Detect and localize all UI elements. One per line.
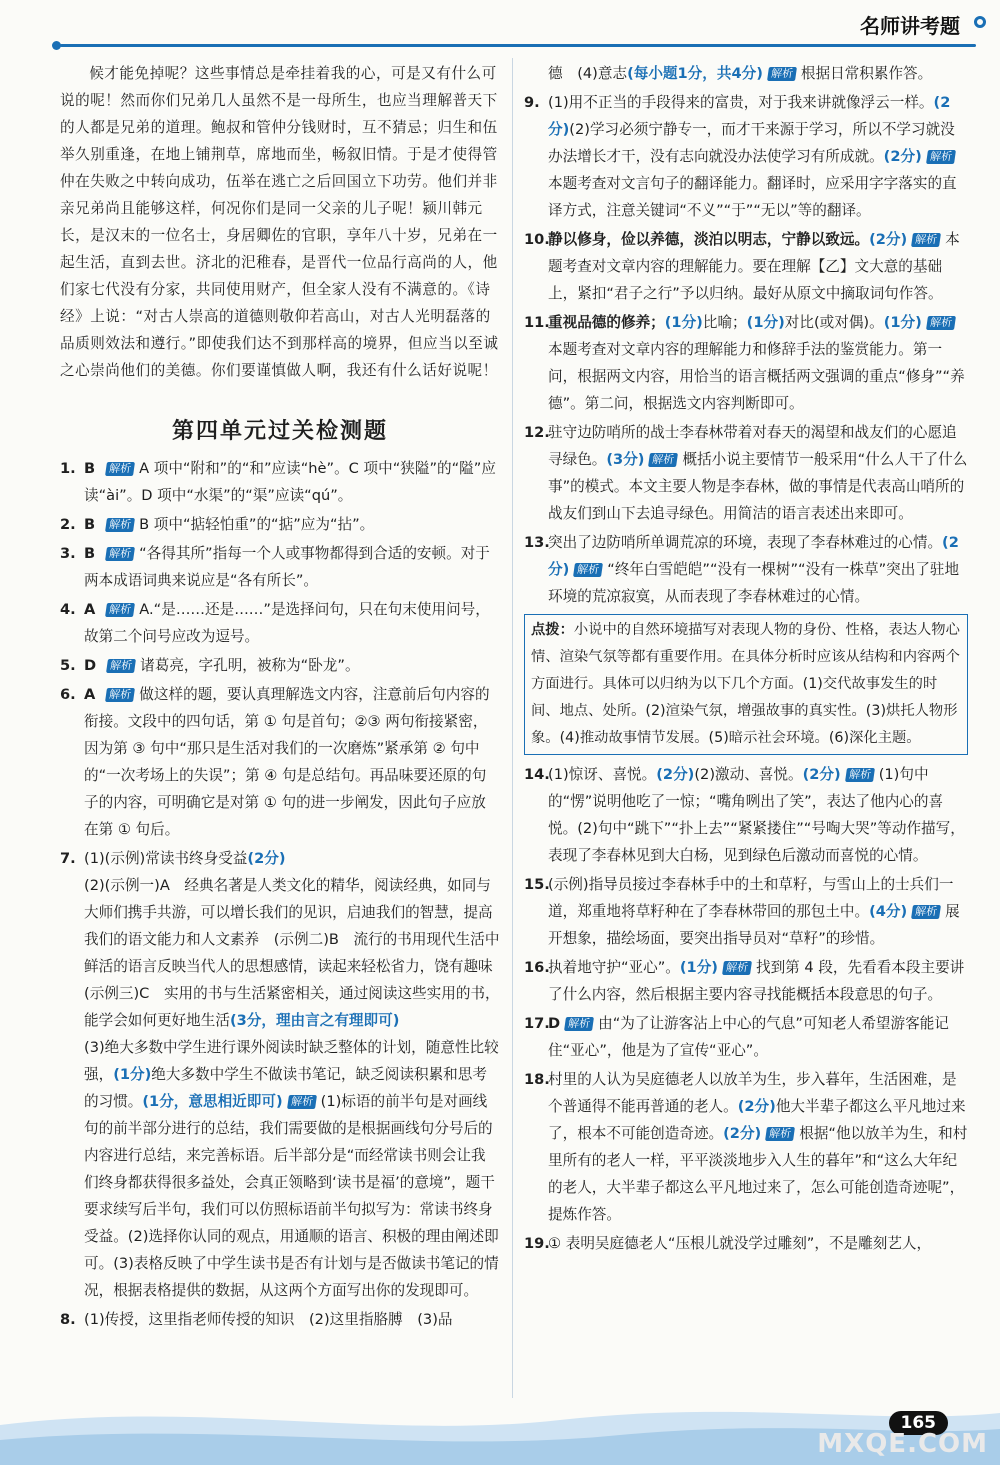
tip-label: 点拨： [531, 622, 574, 638]
answer-item [60, 540, 500, 594]
analysis-tag: 解析 [722, 961, 752, 975]
left-column [60, 60, 508, 1335]
analysis-tag: 解析 [926, 150, 956, 164]
item7-part1: (1)(示例)常读书终身受益 [84, 850, 248, 867]
answer-text: 本题考查对文章内容的理解能力和修辞手法的鉴赏能力。第一问，根据两文内容，用恰当的语言概括两文强调的重点“修身”“养德”。第二问，根据选文内容判断即可。 [548, 341, 965, 412]
analysis-tag: 解析 [573, 563, 603, 577]
answer-list-right [524, 89, 968, 610]
item-number: 8. [60, 1311, 76, 1328]
analysis-tag: 解析 [105, 688, 135, 702]
answer-text: 重视品德的修养； [548, 314, 665, 331]
translation-paragraph: 候才能免掉呢？这些事情总是牵挂着我的心，可是又有什么可说的呢！然而你们兄弟几人虽然不是一母所生，也应当理解普天下的人都是兄弟的道理。鲍叔和管仲分钱财时，互不猜忌；归生和伍举久别重逢，在地上铺荆草，席地而坐，畅叙旧情。于是才使得管仲在失败之中转向成功，伍举在逃亡之后回国立下功劳。他们并非亲兄弟尚且能够这样，何况你们是同一父亲的儿子呢！颍川韩元长，是汉末的一位名士，身居卿佐的官职，享年八十岁，兄弟在一起生活，直到去世。济北的汜稚春，是晋代一位品行高尚的人，他们家七代没有分家，共同使用财产，但全家人没有不满意的。《诗经》上说：“对古人崇高的道德则敬仰若高山，对古人光明磊落的品质则效法和遵行。”即使我们达不到那样高的境界，但应当以至诚之心崇尚他们的美德。你们要谨慎做人啊，我还有什么话好说呢！ [60, 65, 499, 379]
answer-item [60, 455, 500, 509]
answer-item [60, 511, 500, 538]
score-label: (2分) [656, 766, 695, 783]
answer-item [60, 681, 500, 843]
analysis-tag: 解析 [106, 659, 136, 673]
answer-text: 根据“他以放羊为生，和村里所有的老人一样，平平淡淡地步入人生的暮年”和“这么大年纪的老人，大半辈子都这么平凡地过来了，怎么可能创造奇迹呢”，提炼作答。 [548, 1125, 968, 1223]
answer-item-7 [60, 845, 508, 1304]
tip-text: 小说中的自然环境描写对表现人物的身份、性格，表达人物心情、渲染气氛等都有重要作用。在具体分析时应该从结构和内容两个方面进行。具体可以归纳为以下几个方面。(1)交代故事发生的时间、地点、处所。(2)渲染气氛，增强故事的真实性。(3)烘托人物形象。(4)推动故事情节发展。(5)暗示社会环境。(6)深化主题。 [531, 622, 960, 746]
column-divider [512, 58, 513, 1398]
item-number: 2. [60, 516, 76, 533]
score-label: (2分) [247, 850, 286, 867]
answer-item [524, 954, 968, 1008]
answer-text: 由“为了让游客沾上中心的气息”可知老人希望游客能记住“亚心”，他是为了宣传“亚心”。 [548, 1015, 949, 1059]
section-title: 第四单元过关检测题 [171, 419, 388, 444]
analysis-tag: 解析 [765, 1127, 795, 1141]
answer-item [524, 226, 968, 307]
answer-text: 比喻； [702, 314, 747, 331]
analysis-tag: 解析 [911, 233, 941, 247]
score-label: (1分) [113, 1066, 152, 1083]
answer-item-8-cont [524, 60, 968, 87]
score-label: (2分) [883, 148, 922, 165]
item-number: 13. [524, 534, 550, 551]
analysis-text: 做这样的题，要认真理解选文内容，注意前后句内容的衔接。文段中的四句话，第 ① 句是首句；②③ 两句衔接紧密，因为第 ③ 句中“那只是生活对我们的一次磨炼”紧承第 ② 句中的“一次考场上的失误”；第 ④ 句是总结句。再品味要还原的句子的内容，可明确它是对第 ① 句的进一步阐发，因此句子应放在第 ① 句后。 [84, 686, 490, 838]
item-number: 10. [524, 231, 550, 248]
item-number: 14. [524, 766, 550, 783]
score-label: (1分) [746, 314, 785, 331]
item8-cont-text: 德 (4)意志 [548, 65, 628, 82]
item8-text: (1)传授，这里指老师传授的知识 (2)这里指胳膊 (3)品 [84, 1311, 453, 1328]
answer-choice: B [84, 545, 96, 562]
item-number: 15. [524, 876, 550, 893]
answer-text: 展开想象，描绘场面，要突出指导员对“草籽”的珍惜。 [548, 903, 960, 947]
answer-item [524, 761, 968, 869]
score-label: (2分) [869, 231, 908, 248]
analysis-text: B 项中“掂轻怕重”的“掂”应为“拈”。 [139, 516, 375, 533]
answer-text: (示例)指导员接过李春林手中的土和草籽，与雪山上的士兵们一道，郑重地将草籽种在了李春林带回的那包土中。 [548, 876, 954, 920]
answer-text: 对比(或对偶)。 [784, 314, 884, 331]
item-number: 16. [524, 959, 550, 976]
brand-title: 名师讲考题 [860, 14, 960, 38]
answer-list-left [60, 455, 500, 843]
header-rule [60, 44, 976, 47]
analysis-tag: 解析 [105, 547, 135, 561]
answer-text: “终年白雪皑皑”“没有一棵树”“没有一株草”突出了驻地环境的荒凉寂寞，从而表现了李春林难过的心情。 [548, 561, 960, 605]
item-number: 18. [524, 1071, 550, 1088]
score-label: (1分) [679, 959, 718, 976]
answer-list-right-2 [524, 761, 968, 1257]
answer-text: D [548, 1015, 561, 1032]
answer-item [60, 596, 500, 650]
item-number: 12. [524, 424, 550, 441]
analysis-text: “各得其所”指每一个人或事物都得到合适的安顿。对于两本成语词典来说应是“各有所长”。 [84, 545, 490, 589]
answer-item [60, 652, 500, 679]
score-label: (2分) [723, 1125, 762, 1142]
item-number: 4. [60, 601, 76, 618]
item-number: 17. [524, 1015, 550, 1032]
item-number: 1. [60, 460, 76, 477]
answer-item [524, 309, 968, 417]
analysis-text: A.“是……还是……”是选择问句，只在句末使用问号，故第二个问号应改为逗号。 [84, 601, 490, 645]
item-number: 11. [524, 314, 550, 331]
answer-choice: A [84, 686, 96, 703]
answer-text: 静以修身，俭以养德，淡泊以明志，宁静以致远。 [548, 231, 870, 248]
answer-text: 执着地守护“亚心”。 [548, 959, 680, 976]
item7-part2: (2)(示例一)A 经典名著是人类文化的精华，阅读经典，如同与大师们携手共游，可以增长我们的见识，启迪我们的智慧，提高我们的语文能力和人文素养 (示例二)B 流行的书用现代生活中鲜活的语言反映当代人的思想感情，读起来轻松省力，饶有趣味 (示例三)C 实用的书与生活紧密相关，通过阅读这些实用的书，能学会如何更好地生活 [84, 877, 508, 1029]
score-label: (1分) [664, 314, 703, 331]
score-label: (4分) [869, 903, 908, 920]
item-number: 3. [60, 545, 76, 562]
score-label: (2分) [802, 766, 841, 783]
analysis-text: 诸葛亮，字孔明，被称为“卧龙”。 [140, 657, 360, 674]
analysis-tag: 解析 [649, 453, 679, 467]
answer-text: 他大半辈子都这么平凡地过来了，根本不可能创造奇迹。 [548, 1098, 966, 1142]
item-number: 19. [524, 1235, 550, 1252]
answer-item [524, 419, 968, 527]
answer-text: 本题考查对文章内容的理解能力。要在理解【乙】文大意的基础上，紧扣“君子之行”予以归纳。最好从原文中摘取词句作答。 [548, 231, 960, 302]
answer-choice: D [84, 657, 97, 674]
brand-dot-icon [974, 16, 986, 28]
item7-part3b: 绝大多数中学生不做读书笔记，缺乏阅读积累和思考的习惯。 [84, 1066, 487, 1110]
item7-part3a: (3)绝大多数中学生进行课外阅读时缺乏整体的计划，随意性比较强， [84, 1039, 499, 1083]
answer-text: ① 表明吴庭德老人“压根儿就没学过雕刻”，不是雕刻艺人， [548, 1235, 932, 1252]
answer-item-8 [60, 1306, 500, 1333]
item8-analysis: 根据日常积累作答。 [800, 65, 933, 82]
analysis-text: A 项中“附和”的“和”应读“hè”。C 项中“狭隘”的“隘”应读“ài”。D 项中“水渠”的“渠”应读“qú”。 [84, 460, 496, 504]
answer-item [524, 89, 968, 224]
answer-text: (1)用不正当的手段得来的富贵，对于我来讲就像浮云一样。 [548, 94, 934, 111]
analysis-tag: 解析 [105, 518, 135, 532]
answer-choice: B [84, 460, 96, 477]
answer-item [524, 871, 968, 952]
score-label: (3分，理由言之有理即可) [229, 1012, 400, 1029]
answer-text: 本题考查对文言句子的翻译能力。翻译时，应采用字字落实的直译方式，注意关键词“不义”“于”“无以”等的翻译。 [548, 175, 957, 219]
item-number: 7. [60, 850, 76, 867]
score-label: (2分) [737, 1098, 776, 1115]
item7-analysis: (1)标语的前半句是对画线句的前半部分进行的总结，我们需要做的是根据画线句分号后的内容进行总结，来完善标语。后半部分是“而经常读书则会让我们终身都获得很多益处，会真正领略到‘读书是福’的意境”，题干要求续写后半句，我们可以仿照标语前半句拟写为：常读书终身受益。(2)选择你认同的观点，用通顺的语言、积极的理由阐述即可。(3)表格反映了中学生读书是否有计划与是否做读书笔记的情况，根据表格提供的数据，从这两个方面写出你的发现即可。 [84, 1093, 499, 1299]
analysis-tag: 解析 [105, 462, 135, 476]
answer-item [524, 1230, 968, 1257]
answer-text: (2)学习必须宁静专一，而才干来源于学习，所以不学习就没办法增长才干，没有志向就没办法使学习有所成就。 [548, 121, 955, 165]
tip-box [524, 614, 968, 755]
analysis-tag: 解析 [845, 768, 875, 782]
item-number: 5. [60, 657, 76, 674]
answer-text: (1)惊讶、喜悦。 [548, 766, 657, 783]
score-label: (每小题1分，共4分) [627, 65, 763, 82]
answer-text: (2)激动、喜悦。 [694, 766, 803, 783]
answer-text: (1)句中的“愣”说明他吃了一惊；“嘴角咧出了笑”，表达了他内心的喜悦。(2)句中“跳下”“扑上去”“紧紧搂住”“号啕大哭”等动作描写，表现了李春林见到大白杨，见到绿色后激动而喜悦的心情。 [548, 766, 965, 864]
analysis-tag: 解析 [564, 1017, 594, 1031]
analysis-tag: 解析 [105, 603, 135, 617]
page-number: 165 [889, 1411, 949, 1435]
score-label: (1分) [883, 314, 922, 331]
analysis-tag: 解析 [287, 1095, 317, 1109]
item-number: 9. [524, 94, 540, 111]
analysis-tag: 解析 [767, 67, 797, 81]
analysis-tag: 解析 [911, 905, 941, 919]
analysis-tag: 解析 [926, 316, 956, 330]
answer-text: 找到第 4 段，先看看本段主要讲了什么内容，然后根据主要内容寻找能概括本段意思的句子。 [548, 959, 965, 1003]
score-label: (3分) [606, 451, 645, 468]
right-column [524, 60, 968, 1259]
answer-text: 村里的人认为吴庭德老人以放羊为生，步入暮年，生活困难，是个普通得不能再普通的老人。 [548, 1071, 957, 1115]
answer-item [524, 1010, 968, 1064]
watermark: MXQE.COM [817, 1429, 988, 1459]
answer-text: 驻守边防哨所的战士李春林带着对春天的渴望和战友们的心愿追寻绿色。 [548, 424, 957, 468]
answer-choice: B [84, 516, 96, 533]
score-label: (2分) [548, 94, 951, 138]
answer-item [524, 1066, 968, 1228]
score-label: (1分，意思相近即可) [142, 1093, 283, 1110]
score-label: (2分) [548, 534, 959, 578]
answer-text: 突出了边防哨所单调荒凉的环境，表现了李春林难过的心情。 [548, 534, 943, 551]
answer-item [524, 529, 968, 610]
item-number: 6. [60, 686, 76, 703]
answer-choice: A [84, 601, 96, 618]
answer-text: 概括小说主要情节一般采用“什么人干了什么事”的模式。本文主要人物是李春林，做的事情是代表高山哨所的战友们到山下去追寻绿色。用简洁的语言表述出来即可。 [548, 451, 968, 522]
